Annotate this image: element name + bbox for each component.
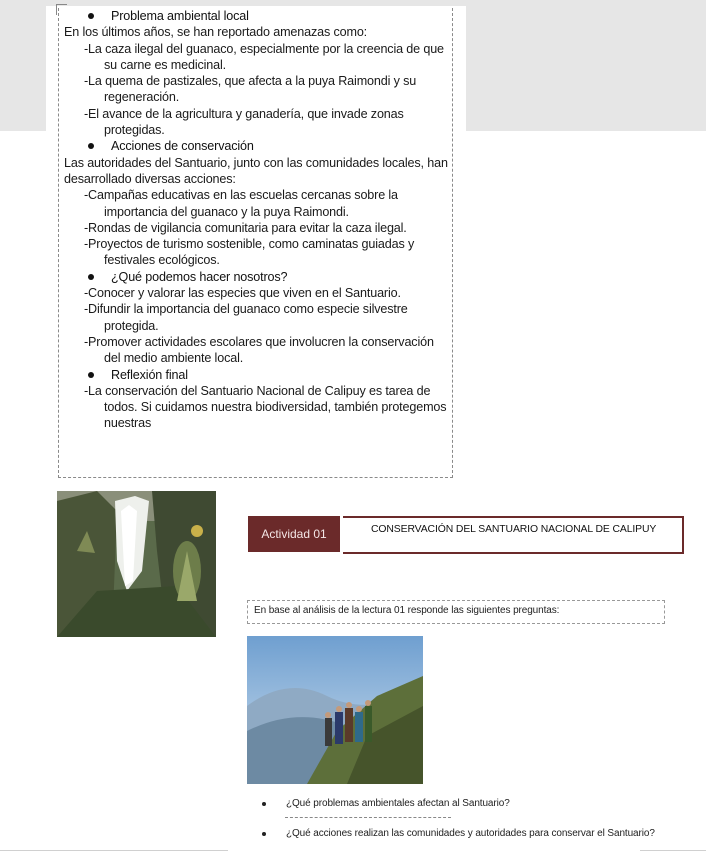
- list-item: -Campañas educativas en las escuelas cercanas sobre la importancia del guanaco y la puya Raimondi.: [84, 188, 398, 219]
- list-item: -Difundir la importancia del guanaco como especie silvestre protegida.: [84, 302, 408, 333]
- heading-problema: Problema ambiental local: [59, 8, 452, 24]
- question-text: ¿Qué problemas ambientales afectan al Santuario?: [286, 798, 510, 809]
- bullet-icon: [262, 802, 266, 806]
- paragraph-autoridades: Las autoridades del Santuario, junto con las comunidades locales, han desarrollado diversas acciones:: [64, 155, 448, 186]
- waterfall-photo: [57, 491, 216, 637]
- page-divider: [0, 850, 228, 851]
- list-item: -El avance de la agricultura y ganadería, que invade zonas protegidas.: [84, 106, 404, 138]
- reading-text-box: [58, 8, 453, 478]
- list-item: -Rondas de vigilancia comunitaria para evitar la caza ilegal.: [84, 220, 407, 235]
- list-item: -Promover actividades escolares que involucren la conservación del medio ambiente local.: [84, 334, 434, 366]
- question-text: ¿Qué acciones realizan las comunidades y autoridades para conservar el Santuario?: [286, 828, 655, 839]
- activity-label: Actividad 01: [248, 516, 340, 552]
- heading-acciones: Acciones de conservación: [59, 138, 452, 154]
- list-item: -Proyectos de turismo sostenible, como caminatas guiadas y festivales ecológicos.: [84, 237, 415, 268]
- list-item: -La caza ilegal del guanaco, especialmente por la creencia de que su carne es medicinal.: [84, 41, 444, 72]
- instruction-box: En base al análisis de la lectura 01 responde las siguientes preguntas:: [247, 600, 665, 624]
- list-item: -La quema de pastizales, que afecta a la puya Raimondi y su regeneración.: [84, 74, 417, 105]
- list-item: -Conocer y valorar las especies que viven en el Santuario.: [84, 286, 401, 301]
- bullet-icon: [262, 832, 266, 836]
- heading-reflexion: Reflexión final: [59, 367, 452, 383]
- activity-title: CONSERVACIÓN DEL SANTUARIO NACIONAL DE CALIPUY: [343, 516, 684, 554]
- list-item: -La conservación del Santuario Nacional de Calipuy es tarea de todos. Si cuidamos nuestra biodiversidad, también protegemos nuestras: [84, 383, 447, 431]
- answer-line[interactable]: [285, 817, 451, 818]
- paragraph-amenazas: En los últimos años, se han reportado amenazas como:: [64, 25, 368, 40]
- heading-que-hacer: ¿Qué podemos hacer nosotros?: [59, 269, 452, 285]
- hikers-photo: [247, 636, 423, 784]
- page-divider: [640, 850, 706, 851]
